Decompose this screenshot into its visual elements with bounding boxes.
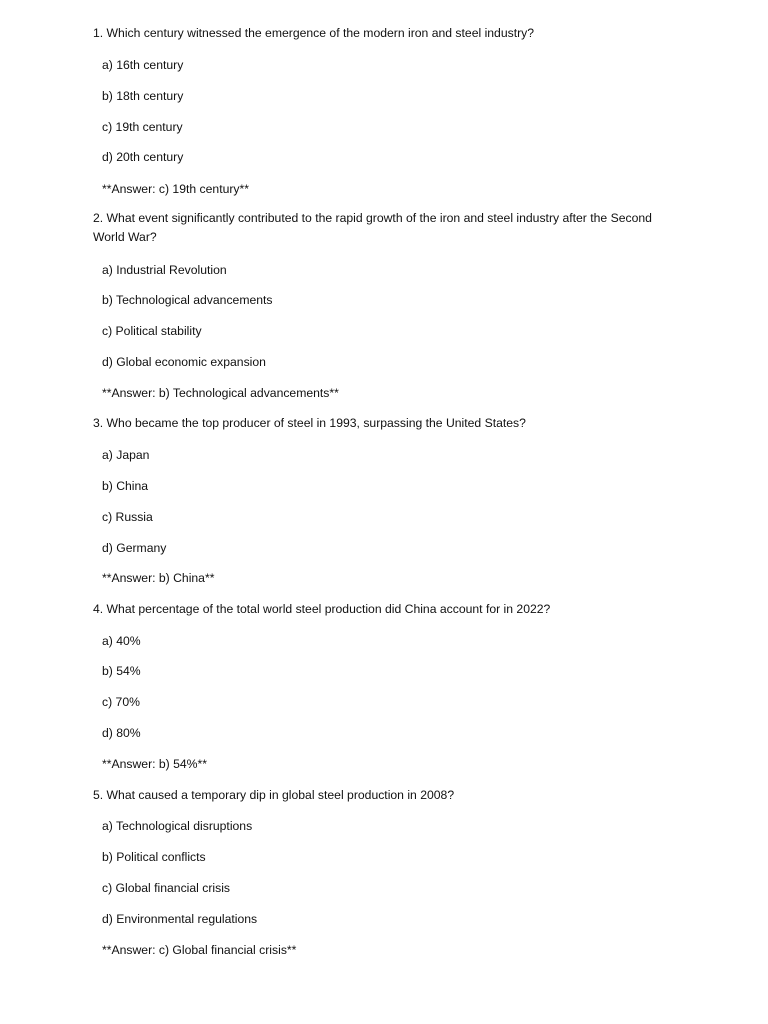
q3-option-d: d) Germany — [102, 541, 167, 555]
q5-option-b: b) Political conflicts — [102, 850, 206, 864]
question-4: 4. What percentage of the total world steel production did China account for in 2022? — [93, 602, 551, 616]
q5-option-c: c) Global financial crisis — [102, 881, 231, 895]
question-5: 5. What caused a temporary dip in global steel production in 2008? — [93, 788, 455, 802]
q5-option-a: a) Technological disruptions — [102, 819, 253, 833]
q1-option-b: b) 18th century — [102, 89, 184, 103]
q4-option-c: c) 70% — [102, 695, 140, 709]
q3-option-b: b) China — [102, 479, 149, 493]
q5-option-d: d) Environmental regulations — [102, 912, 258, 926]
question-3: 3. Who became the top producer of steel in 1993, surpassing the United States? — [93, 416, 526, 430]
q1-answer: **Answer: c) 19th century** — [102, 182, 249, 196]
question-1: 1. Which century witnessed the emergence of the modern iron and steel industry? — [93, 26, 535, 40]
q2-option-a: a) Industrial Revolution — [102, 263, 227, 277]
q2-option-c: c) Political stability — [102, 324, 202, 338]
q2-option-d: d) Global economic expansion — [102, 355, 266, 369]
q1-option-c: c) 19th century — [102, 120, 183, 134]
q4-option-b: b) 54% — [102, 664, 141, 678]
question-2: 2. What event significantly contributed to the rapid growth of the iron and steel industry after the Second World War? — [93, 211, 652, 244]
q4-option-a: a) 40% — [102, 634, 141, 648]
q4-answer: **Answer: b) 54%** — [102, 757, 207, 771]
q2-option-b: b) Technological advancements — [102, 293, 273, 307]
q5-answer: **Answer: c) Global financial crisis** — [102, 943, 297, 957]
q3-option-c: c) Russia — [102, 510, 153, 524]
q1-option-a: a) 16th century — [102, 58, 184, 72]
q2-answer: **Answer: b) Technological advancements** — [102, 386, 339, 400]
q3-answer: **Answer: b) China** — [102, 571, 215, 585]
q1-option-d: d) 20th century — [102, 150, 184, 164]
q3-option-a: a) Japan — [102, 448, 150, 462]
q4-option-d: d) 80% — [102, 726, 141, 740]
